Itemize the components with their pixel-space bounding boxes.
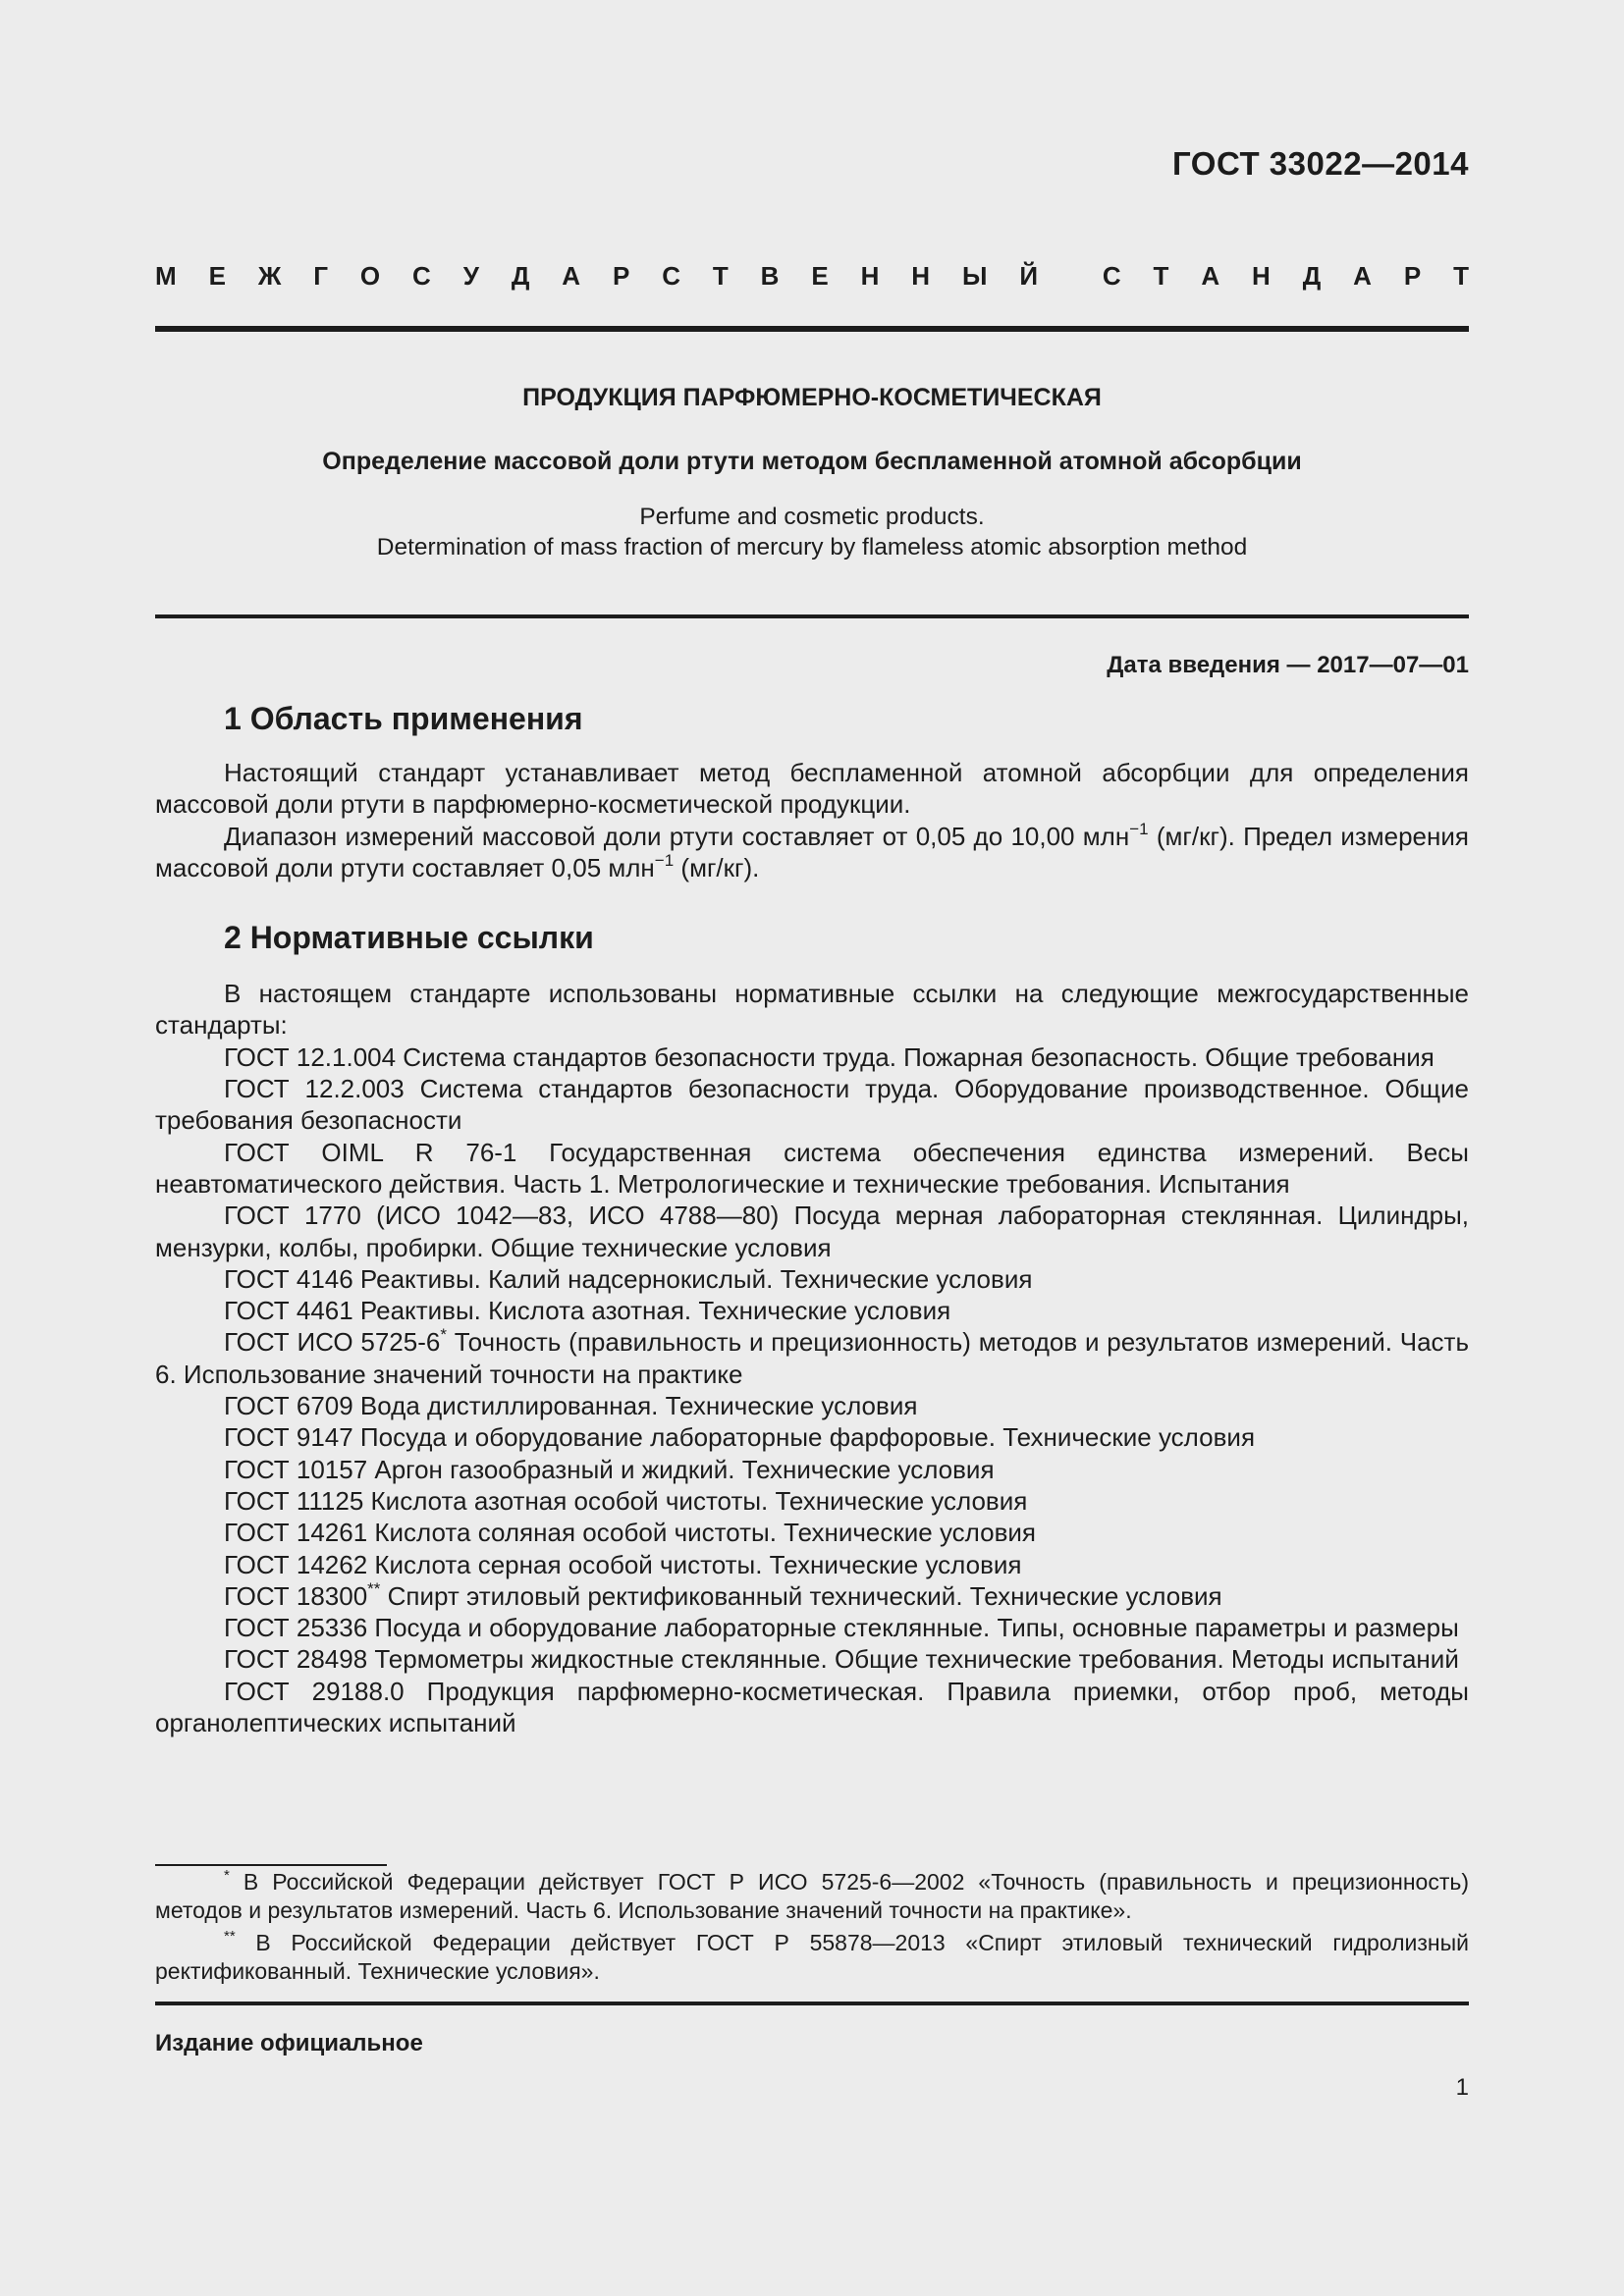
document-title: ПРОДУКЦИЯ ПАРФЮМЕРНО-КОСМЕТИЧЕСКАЯ (522, 384, 1102, 411)
section-2-intro: В настоящем стандарте использованы нормативные ссылки на следующие межгосударственные стандарты: (155, 979, 1469, 1041)
reference-item: ГОСТ 10157 Аргон газообразный и жидкий. Технические условия (224, 1454, 995, 1484)
heading-letter: У (462, 261, 479, 291)
heading-letter: Ж (257, 261, 282, 291)
section-1-heading: 1 Область применения (224, 701, 583, 736)
title-divider (155, 614, 1469, 618)
footnote-separator (155, 1864, 387, 1866)
footnote-marker: ** (224, 1928, 236, 1945)
heading-letter: Ы (961, 261, 988, 291)
heading-letter: Д (1302, 261, 1322, 291)
english-title-line-2: Determination of mass fraction of mercury by flameless atomic absorption method (376, 534, 1248, 561)
heading-letter: Р (612, 261, 630, 291)
section-1-paragraph: Настоящий стандарт устанавливает метод беспламенной атомной абсорбции для определения массовой доли ртути в парфюмерно-косметической продукции. (155, 758, 1469, 820)
reference-item: ГОСТ 12.2.003 Система стандартов безопасности труда. Оборудование производственное. Общие требования безопасности (155, 1074, 1469, 1136)
footnote (155, 1868, 1469, 1924)
reference-item: ГОСТ 25336 Посуда и оборудование лабораторные стеклянные. Типы, основные параметры и размеры (224, 1613, 1459, 1643)
heading-letter: Р (1403, 261, 1422, 291)
reference-item: ГОСТ 1770 (ИСО 1042—83, ИСО 4788—80) Посуда мерная лабораторная стеклянная. Цилиндры, мензурки, колбы, пробирки. Общие технические условия (155, 1201, 1469, 1262)
footnote-marker: * (440, 1325, 447, 1345)
text-run: (мг/кг). (674, 852, 760, 882)
header-divider (155, 326, 1469, 332)
reference-item: ГОСТ 12.1.004 Система стандартов безопасности труда. Пожарная безопасность. Общие требования (224, 1041, 1435, 1072)
reference-item: ГОСТ 29188.0 Продукция парфюмерно-косметическая. Правила приемки, отбор проб, методы органолептических испытаний (155, 1676, 1469, 1738)
heading-letter: В (760, 261, 780, 291)
heading-letter: Т (712, 261, 729, 291)
text-run: Диапазон измерений массовой доли ртути составляет от 0,05 до 10,00 млн (224, 821, 1130, 851)
reference-item (155, 1326, 1469, 1390)
footnote-text: В Российской Федерации действует ГОСТ Р 55878—2013 «Спирт этиловый технический гидролизный ректификованный. Технические условия». (155, 1930, 1469, 1984)
effective-date: Дата введения — 2017—07—01 (1107, 652, 1469, 678)
superscript: −1 (654, 850, 675, 870)
text-run: ГОСТ ИСО 5725-6 (224, 1327, 441, 1358)
section-2-heading: 2 Нормативные ссылки (224, 920, 594, 956)
footer-divider (155, 2002, 1469, 2005)
heading-letter: Й (1019, 261, 1039, 291)
reference-item: ГОСТ OIML R 76-1 Государственная система обеспечения единства измерений. Весы неавтоматического действия. Часть 1. Метрологические и технические требования. Испытания (155, 1137, 1469, 1199)
heading-letter: М (155, 261, 177, 291)
heading-letter: Е (811, 261, 829, 291)
reference-item (155, 1580, 1469, 1612)
footnote (155, 1929, 1469, 1985)
reference-item: ГОСТ 11125 Кислота азотная особой чистоты. Технические условия (224, 1485, 1028, 1516)
reference-item: ГОСТ 4461 Реактивы. Кислота азотная. Технические условия (224, 1296, 951, 1326)
heading-letter: А (562, 261, 581, 291)
heading-letter: Т (1453, 261, 1469, 291)
interstate-standard-heading (155, 261, 1469, 292)
heading-letter: Т (1153, 261, 1169, 291)
heading-letter: Д (511, 261, 530, 291)
footnote-text: В Российской Федерации действует ГОСТ Р ИСО 5725-6—2002 «Точность (правильность и прецизионность) методов и результатов измерений. Часть 6. Использование значений точности на практике». (155, 1869, 1469, 1923)
superscript: −1 (1129, 819, 1149, 838)
reference-item: ГОСТ 4146 Реактивы. Калий надсернокислый. Технические условия (224, 1263, 1033, 1294)
heading-letter: Г (313, 261, 328, 291)
page-number: 1 (1455, 2074, 1469, 2101)
heading-letter: С (412, 261, 431, 291)
official-edition-label: Издание официальное (155, 2030, 423, 2056)
heading-letter: Е (208, 261, 226, 291)
title-block (155, 381, 1469, 562)
reference-item: ГОСТ 14262 Кислота серная особой чистоты. Технические условия (224, 1549, 1022, 1579)
footnotes (155, 1868, 1469, 1985)
reference-item: ГОСТ 28498 Термометры жидкостные стеклянные. Общие технические требования. Методы испытаний (224, 1644, 1459, 1675)
heading-letter: С (1102, 261, 1121, 291)
reference-item: ГОСТ 14261 Кислота соляная особой чистоты. Технические условия (224, 1518, 1037, 1548)
english-title (155, 502, 1469, 562)
english-title-line-1: Perfume and cosmetic products. (639, 504, 985, 530)
heading-letter: Н (860, 261, 880, 291)
document-number: ГОСТ 33022—2014 (1172, 145, 1469, 182)
heading-letter: О (359, 261, 381, 291)
heading-letter: А (1353, 261, 1372, 291)
text-run: (мг/кг). Предел измерения массовой доли ртути составляет 0,05 млн (155, 821, 1469, 882)
text-run: Точность (правильность и прецизионность) методов и результатов измерений. Часть 6. Использование значений точности на практике (155, 1327, 1469, 1389)
text-run: Спирт этиловый ректификованный технический. Технические условия (380, 1580, 1222, 1611)
reference-item: ГОСТ 9147 Посуда и оборудование лабораторные фарфоровые. Технические условия (224, 1422, 1256, 1453)
heading-letter: А (1201, 261, 1220, 291)
text-run: ГОСТ 18300 (224, 1580, 368, 1611)
footnote-marker: ** (367, 1578, 381, 1598)
footnote-marker: * (224, 1867, 230, 1884)
heading-letter: Н (911, 261, 931, 291)
document-subtitle: Определение массовой доли ртути методом беспламенной атомной абсорбции (322, 448, 1302, 475)
heading-letter: С (662, 261, 680, 291)
reference-item: ГОСТ 6709 Вода дистиллированная. Технические условия (224, 1391, 918, 1421)
heading-letter: Н (1252, 261, 1271, 291)
document-body (155, 694, 1469, 1738)
section-1-paragraph (155, 821, 1469, 884)
